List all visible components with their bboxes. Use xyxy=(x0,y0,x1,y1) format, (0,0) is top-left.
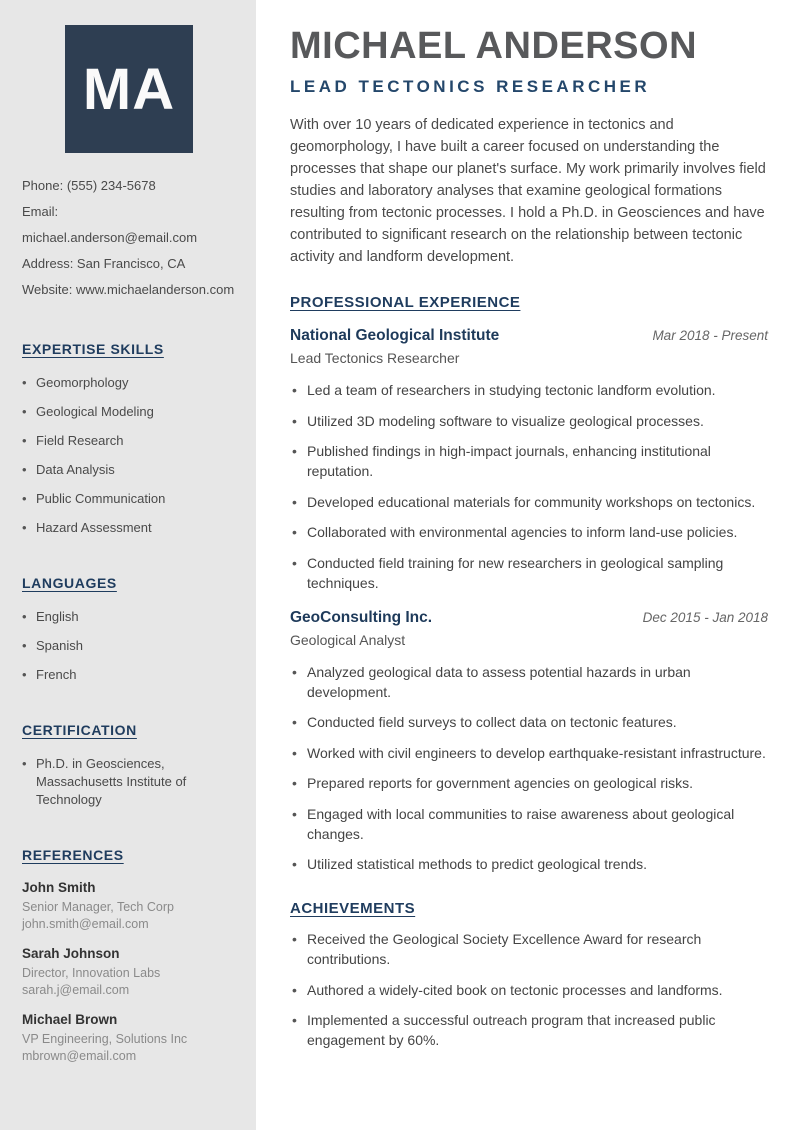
reference-entry xyxy=(22,946,236,999)
job-bullet: • Conducted field training for new researchers in geological sampling techniques. xyxy=(290,553,768,593)
language-item: • Spanish xyxy=(22,637,236,655)
achievement-bullet: • Authored a widely-cited book on tectonic processes and landforms. xyxy=(290,980,768,1000)
certification-item: • Ph.D. in Geosciences, Massachusetts Institute of Technology xyxy=(22,755,236,809)
job-bullet: • Collaborated with environmental agencies to inform land-use policies. xyxy=(290,522,768,542)
reference-name: John Smith xyxy=(22,880,96,895)
job-role: Lead Tectonics Researcher xyxy=(290,350,460,366)
achievement-bullet: • Received the Geological Society Excellence Award for research contributions. xyxy=(290,929,768,969)
skill-item: • Hazard Assessment xyxy=(22,519,236,537)
skill-item: • Geomorphology xyxy=(22,374,236,392)
contact-address: Address: San Francisco, CA xyxy=(22,256,186,271)
certification-list xyxy=(22,755,236,809)
languages-heading: LANGUAGES xyxy=(22,575,117,591)
job-entry xyxy=(290,609,768,875)
achievement-bullet: • Implemented a successful outreach program that increased public engagement by 60%. xyxy=(290,1010,768,1050)
job-bullet: • Worked with civil engineers to develop earthquake-resistant infrastructure. xyxy=(290,743,768,763)
sidebar xyxy=(0,0,256,1130)
contact-info xyxy=(22,173,236,303)
achievements-heading: ACHIEVEMENTS xyxy=(290,900,416,917)
languages-list xyxy=(22,608,236,684)
reference-email: mbrown@email.com xyxy=(22,1049,137,1063)
candidate-name: MICHAEL ANDERSON xyxy=(290,25,698,67)
language-item: • English xyxy=(22,608,236,626)
reference-entry xyxy=(22,880,236,933)
job-bullet: • Led a team of researchers in studying tectonic landform evolution. xyxy=(290,380,768,400)
contact-email: Email: michael.anderson@email.com xyxy=(22,204,198,245)
references-heading: REFERENCES xyxy=(22,847,124,863)
reference-name: Michael Brown xyxy=(22,1012,118,1027)
job-bullet: • Prepared reports for government agencies on geological risks. xyxy=(290,773,768,793)
skills-list xyxy=(22,374,236,537)
skill-item: • Geological Modeling xyxy=(22,403,236,421)
job-bullet: • Utilized statistical methods to predict geological trends. xyxy=(290,854,768,874)
job-bullet: • Utilized 3D modeling software to visualize geological processes. xyxy=(290,411,768,431)
job-role: Geological Analyst xyxy=(290,631,406,648)
contact-website: Website: www.michaelanderson.com xyxy=(22,282,235,297)
contact-phone: Phone: (555) 234-5678 xyxy=(22,178,156,193)
avatar-initials: MA xyxy=(82,56,176,122)
summary-paragraph: With over 10 years of dedicated experience in tectonics and geomorphology, I have built a career focused on understanding the processes that shape our planet's surface. My work primarily involves field studies and laboratory analyses that examine geological formations resulting from tectonic processes. I hold a Ph.D. in Geosciences and have contributed to significant research on the relationship between tectonic activity and landform development. xyxy=(290,117,766,265)
job-bullet: • Conducted field surveys to collect data on tectonic features. xyxy=(290,712,768,732)
reference-email: john.smith@email.com xyxy=(22,917,149,931)
experience-heading: PROFESSIONAL EXPERIENCE xyxy=(290,294,521,311)
job-dates: Mar 2018 - Present xyxy=(652,328,768,343)
job-bullet: • Analyzed geological data to assess potential hazards in urban development. xyxy=(290,662,768,702)
reference-entry xyxy=(22,1012,236,1065)
skill-item: • Data Analysis xyxy=(22,461,236,479)
certification-heading: CERTIFICATION xyxy=(22,722,137,738)
language-item: • French xyxy=(22,666,236,684)
skills-heading: EXPERTISE SKILLS xyxy=(22,341,164,357)
candidate-role: LEAD TECTONICS RESEARCHER xyxy=(290,77,651,96)
reference-title: VP Engineering, Solutions Inc xyxy=(22,1032,188,1046)
reference-email: sarah.j@email.com xyxy=(22,983,130,997)
job-header xyxy=(290,609,768,627)
job-dates: Dec 2015 - Jan 2018 xyxy=(642,609,768,625)
company-name: National Geological Institute xyxy=(290,327,500,344)
job-bullet: • Engaged with local communities to raise awareness about geological changes. xyxy=(290,804,768,844)
reference-name: Sarah Johnson xyxy=(22,946,120,961)
avatar xyxy=(65,25,193,153)
job-bullet: • Developed educational materials for community workshops on tectonics. xyxy=(290,492,768,512)
resume-main xyxy=(256,0,800,1130)
job-bullet-list xyxy=(290,380,768,593)
job-bullet-list xyxy=(290,662,768,875)
reference-title: Director, Innovation Labs xyxy=(22,966,161,980)
job-bullet: • Published findings in high-impact journals, enhancing institutional reputation. xyxy=(290,441,768,481)
achievements-list xyxy=(290,929,768,1050)
company-name: GeoConsulting Inc. xyxy=(290,608,433,626)
job-entry xyxy=(290,327,768,593)
skill-item: • Public Communication xyxy=(22,490,236,508)
skill-item: • Field Research xyxy=(22,432,236,450)
job-header xyxy=(290,327,768,345)
reference-title: Senior Manager, Tech Corp xyxy=(22,900,174,914)
